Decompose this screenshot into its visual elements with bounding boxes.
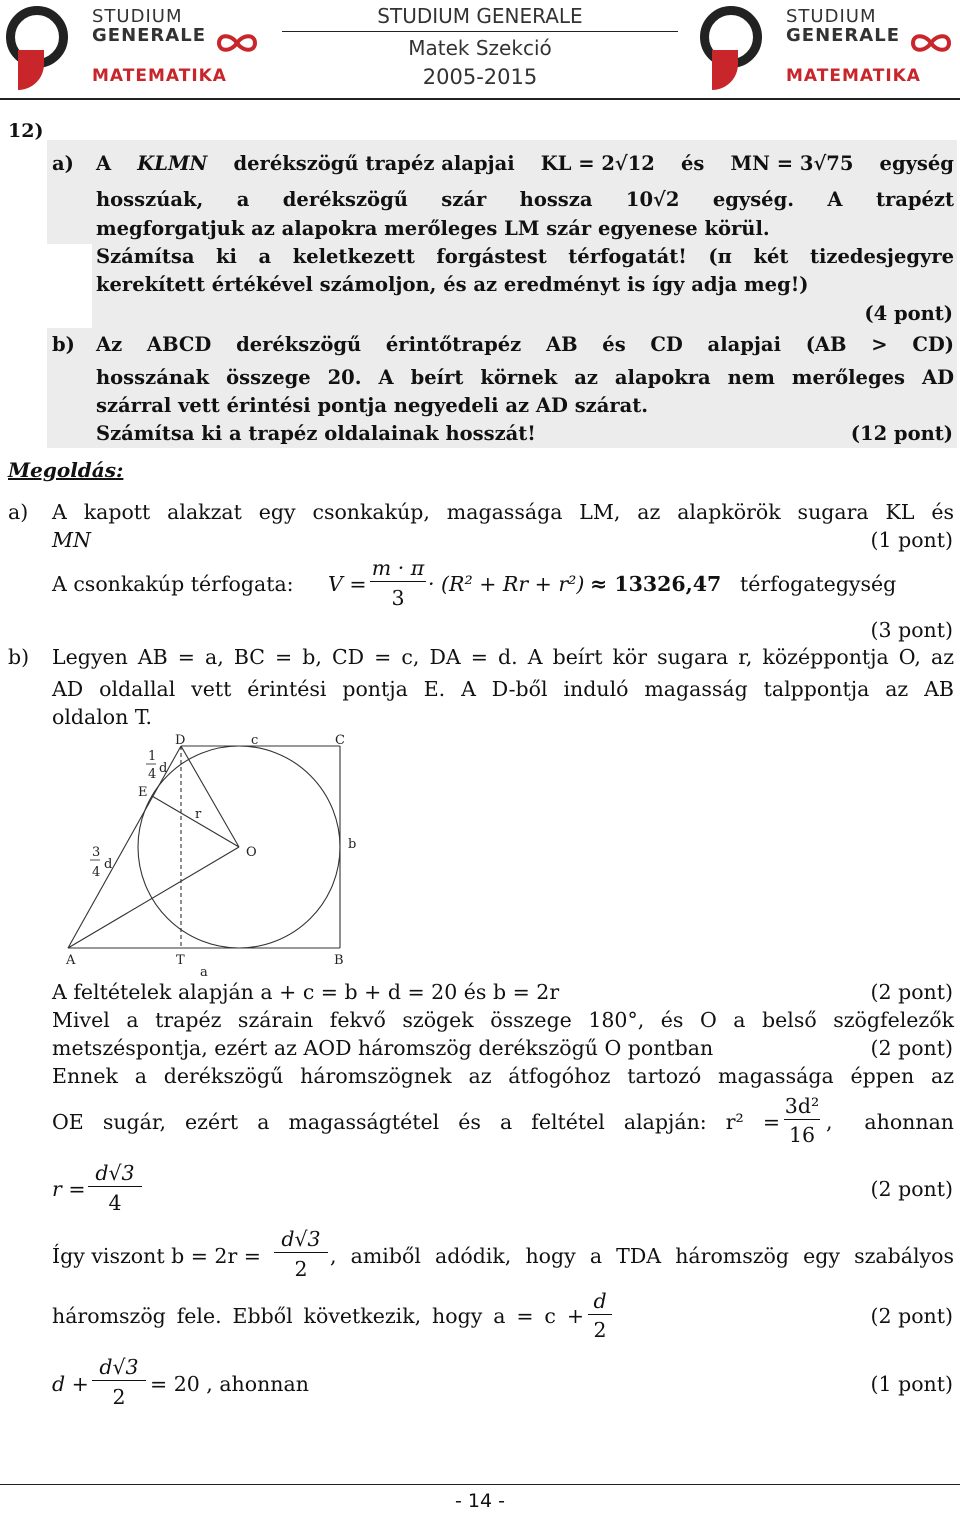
logo-line1: STUDIUM	[786, 6, 877, 27]
label-E: E	[138, 785, 148, 800]
solution-a-line2-points: (1 pont)	[870, 528, 953, 552]
segment-AO	[68, 847, 239, 948]
solution-line4: Ennek a derékszögű háromszögnek az átfogóhoz tartozó magassága éppen az	[52, 1064, 954, 1088]
label-d2: d	[104, 857, 113, 872]
problem-a-line5: kerekített értékével számoljon, és az eredményt is így adja meg!)	[96, 273, 809, 296]
problem-b-points: (12 pont)	[850, 422, 953, 445]
volume-points: (3 pont)	[870, 618, 953, 642]
solution-line5: OE sugár, ezért a magasságtétel és a feltétel alapján: r² =	[52, 1110, 780, 1134]
solution-volume-label: A csonkakúp térfogata:	[52, 572, 294, 596]
line9-points: (1 pont)	[870, 1372, 953, 1396]
logo-line2: GENERALE	[786, 25, 900, 46]
problem-a-points: (4 pont)	[864, 302, 953, 325]
problem-b-line4: Számítsa ki a trapéz oldalainak hosszát!	[96, 422, 536, 445]
line8-points: (2 pont)	[870, 1304, 953, 1328]
line7-fraction: d√3 2	[274, 1226, 328, 1285]
line5-fraction: 3d² 16	[784, 1094, 820, 1147]
problem-a-line1: A KLMN derékszögű trapéz alapjai KL = 2√12 és MN = 3√75 egység	[96, 152, 954, 175]
problem-b-line1: Az ABCD derékszögű érintőtrapéz AB és CD alapjai (AB > CD)	[96, 333, 954, 356]
segment-DO	[181, 746, 239, 847]
solution-b-label: b)	[8, 645, 30, 669]
line9-lhs: d +	[52, 1372, 89, 1396]
problem-a-line3: megforgatjuk az alapokra merőleges LM szár egyenese körül.	[96, 217, 770, 240]
label-B: B	[334, 953, 344, 968]
solution-line2: Mivel a trapéz szárain fekvő szögek összege 180°, és O a belső szögfelezők	[52, 1008, 954, 1032]
solution-line3: metszéspontja, ezért az AOD háromszög derékszögű O pontban	[52, 1036, 714, 1060]
solution-line3-points: (2 pont)	[870, 1036, 953, 1060]
side-DA	[68, 746, 181, 948]
label-frac1-n: 1	[148, 749, 157, 764]
problem-a-line4: Számítsa ki a keletkezett forgástest térfogatát! (π két tizedesjegyre	[96, 245, 954, 268]
line6-points: (2 pont)	[870, 1177, 953, 1201]
trapezoid-figure	[58, 730, 368, 980]
volume-unit: térfogategység	[740, 572, 897, 596]
volume-fraction	[370, 555, 426, 614]
problem-b-label: b)	[52, 333, 75, 356]
header-rule	[282, 31, 678, 32]
infinity-icon	[908, 32, 954, 54]
label-frac3-d: 4	[92, 865, 101, 880]
solution-a-label: a)	[8, 500, 29, 524]
problem-a-line2: hosszúak, a derékszögű szár hossza 10√2 egység. A trapézt	[96, 188, 954, 211]
header-divider	[0, 98, 960, 100]
label-C: C	[335, 733, 345, 748]
infinity-icon	[214, 32, 260, 54]
label-T: T	[176, 953, 185, 968]
label-D: D	[175, 733, 186, 748]
header-subtitle: Matek Szekció	[408, 36, 552, 60]
solution-line1: A feltételek alapján a + c = b + d = 20 és b = 2r	[52, 980, 560, 1004]
header-years: 2005-2015	[422, 65, 538, 89]
solution-line5-post: , ahonnan	[826, 1110, 954, 1134]
problem-a-label: a)	[52, 152, 74, 175]
page-number: - 14 -	[455, 1490, 505, 1512]
solution-b-line3: oldalon T.	[52, 705, 153, 729]
line6-fraction: d√3 4	[88, 1160, 142, 1219]
solution-heading: Megoldás:	[8, 458, 124, 482]
logo-line3: MATEMATIKA	[786, 66, 921, 86]
logo-wedge-icon	[712, 50, 738, 90]
solution-b-line1: Legyen AB = a, BC = b, CD = c, DA = d. A beírt kör sugara r, középpontja O, az	[52, 645, 954, 669]
line9-fraction: d√3 2	[92, 1354, 146, 1413]
line9-post: = 20 , ahonnan	[150, 1372, 309, 1396]
solution-a-line1: A kapott alakzat egy csonkakúp, magassága LM, az alapkörök sugara KL és	[52, 500, 954, 524]
volume-fraction-num: m · π	[371, 556, 425, 580]
volume-fraction-den: 3	[391, 586, 405, 610]
label-frac1-d: 4	[148, 767, 157, 782]
logo-line2: GENERALE	[92, 25, 206, 46]
label-b: b	[348, 837, 357, 852]
label-d1: d	[159, 761, 168, 776]
line7-post: , amiből adódik, hogy a TDA háromszög egy szabályos	[330, 1244, 954, 1268]
logo-line3: MATEMATIKA	[92, 66, 227, 86]
label-c: c	[251, 733, 259, 748]
volume-paren: · (R² + Rr + r²)	[428, 572, 585, 596]
label-frac3-n: 3	[92, 845, 101, 860]
problem-number: 12)	[8, 120, 44, 142]
volume-result: ≈ 13326,47	[590, 572, 722, 596]
line8-fraction: d 2	[588, 1288, 612, 1345]
logo-line1: STUDIUM	[92, 6, 183, 27]
header-title: STUDIUM GENERALE	[377, 4, 583, 28]
label-O: O	[246, 845, 257, 860]
problem-b-line2: hosszának összege 20. A beírt körnek az alapokra nem merőleges AD	[96, 366, 954, 389]
volume-lhs: V =	[328, 572, 367, 596]
line8-lhs: háromszög fele. Ebből következik, hogy a = c +	[52, 1304, 584, 1328]
logo-wedge-icon	[18, 50, 44, 90]
footer-rule	[0, 1484, 960, 1485]
label-A: A	[66, 953, 76, 968]
solution-b-line2: AD oldallal vett érintési pontja E. A D-ből induló magasság talppontja az AB	[52, 677, 954, 701]
solution-a-line2: MN	[52, 528, 91, 552]
label-r: r	[195, 807, 202, 822]
line7-lhs: Így viszont b = 2r =	[52, 1244, 261, 1268]
line6-lhs: r =	[52, 1177, 86, 1201]
label-a: a	[200, 965, 208, 980]
problem-b-line3: szárral vett érintési pontja negyedeli az AD szárat.	[96, 394, 649, 417]
solution-line1-points: (2 pont)	[870, 980, 953, 1004]
